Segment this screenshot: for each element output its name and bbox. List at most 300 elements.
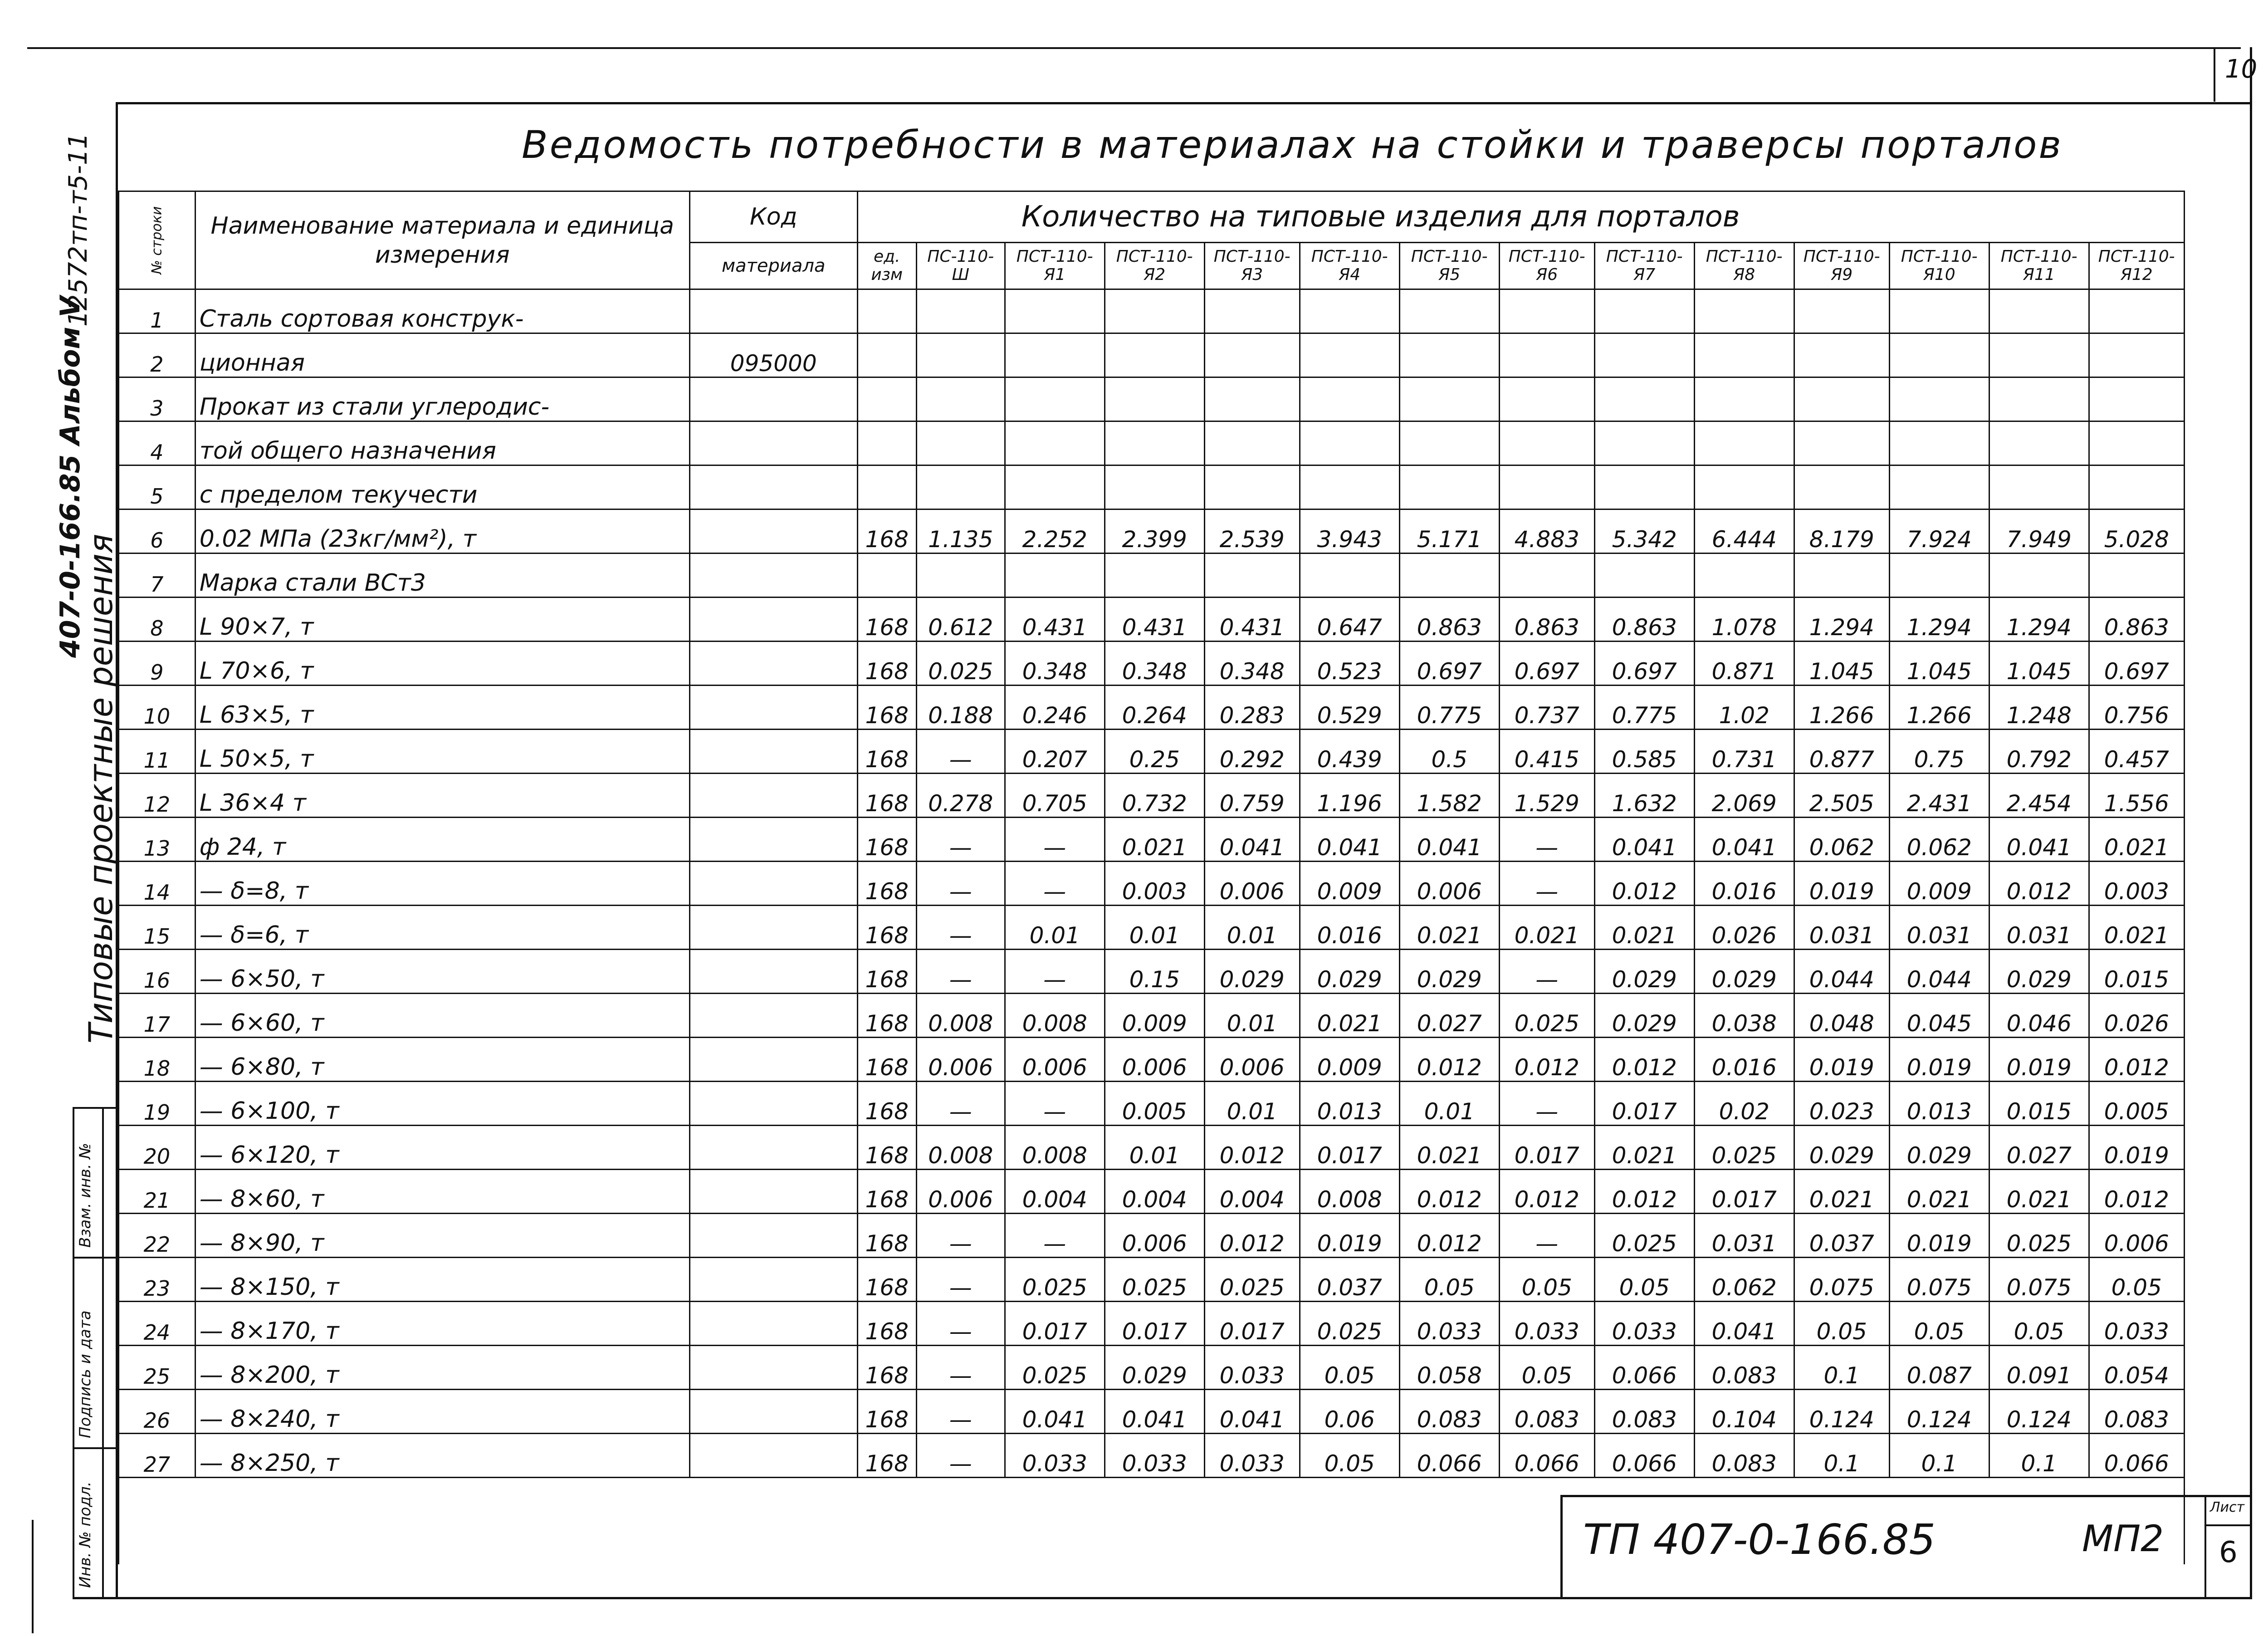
material-name: — 8×90, т	[195, 1214, 689, 1258]
quantity-cell: 0.019	[1889, 1214, 1989, 1258]
materials-table	[118, 191, 2185, 1564]
quantity-cell: 0.012	[1204, 1214, 1300, 1258]
quantity-cell	[1300, 289, 1399, 333]
quantity-cell: 0.004	[1105, 1170, 1204, 1214]
quantity-cell	[1889, 421, 1989, 465]
row-number: 15	[119, 906, 196, 950]
sheet-box-vline	[2204, 1495, 2206, 1599]
table-row	[119, 421, 2185, 465]
row-number: 8	[119, 598, 196, 642]
quantity-cell: —	[916, 1346, 1005, 1390]
quantity-cell: 0.041	[1694, 818, 1794, 862]
quantity-cell	[2089, 553, 2184, 598]
quantity-cell: 0.025	[916, 642, 1005, 686]
stamp-label-signature: Подпись и дата	[76, 1310, 94, 1438]
quantity-cell: 0.006	[2089, 1214, 2184, 1258]
quantity-cell: 0.017	[1005, 1302, 1105, 1346]
quantity-cell: 0.091	[1989, 1346, 2089, 1390]
material-name: — 8×200, т	[195, 1346, 689, 1390]
quantity-cell: 0.066	[1399, 1434, 1499, 1478]
row-number: 24	[119, 1302, 196, 1346]
quantity-cell: 1.294	[1794, 598, 1889, 642]
quantity-cell: —	[916, 1214, 1005, 1258]
quantity-cell: 0.415	[1499, 730, 1594, 774]
quantity-cell: 0.041	[1594, 818, 1694, 862]
outer-left-line	[32, 1520, 34, 1633]
quantity-cell	[1399, 289, 1499, 333]
quantity-cell: 3.943	[1300, 509, 1399, 553]
quantity-cell: 0.031	[1889, 906, 1989, 950]
row-number: 22	[119, 1214, 196, 1258]
quantity-cell: 0.124	[1889, 1390, 1989, 1434]
header-product: ПСТ-110-Я10	[1889, 243, 1989, 289]
row-number: 16	[119, 950, 196, 994]
quantity-cell: —	[1005, 1082, 1105, 1126]
material-code	[689, 906, 857, 950]
unit-code: 168	[857, 642, 916, 686]
quantity-cell: 0.863	[1594, 598, 1694, 642]
quantity-cell: 1.529	[1499, 774, 1594, 818]
quantity-cell: 5.028	[2089, 509, 2184, 553]
quantity-cell: 0.01	[1204, 1082, 1300, 1126]
row-number: 14	[119, 862, 196, 906]
quantity-cell: 0.019	[2089, 1126, 2184, 1170]
quantity-cell: 0.087	[1889, 1346, 1989, 1390]
quantity-cell: 0.083	[1694, 1434, 1794, 1478]
quantity-cell: —	[1499, 862, 1594, 906]
quantity-cell	[1594, 289, 1694, 333]
quantity-cell	[1204, 377, 1300, 421]
table-row	[119, 862, 2185, 906]
quantity-cell: 0.015	[1989, 1082, 2089, 1126]
material-code	[689, 1390, 857, 1434]
quantity-cell	[2089, 421, 2184, 465]
quantity-cell: 0.012	[1499, 1038, 1594, 1082]
header-product: ПС-110-Ш	[916, 243, 1005, 289]
material-name: L 36×4 т	[195, 774, 689, 818]
quantity-cell: 0.009	[1889, 862, 1989, 906]
quantity-cell	[1594, 465, 1694, 509]
quantity-cell: 1.582	[1399, 774, 1499, 818]
material-code	[689, 862, 857, 906]
material-code	[689, 1038, 857, 1082]
material-name: L 50×5, т	[195, 730, 689, 774]
quantity-cell: 0.104	[1694, 1390, 1794, 1434]
quantity-cell: 0.012	[1499, 1170, 1594, 1214]
material-code	[689, 1126, 857, 1170]
material-name: ф 24, т	[195, 818, 689, 862]
material-code	[689, 1170, 857, 1214]
material-name: L 63×5, т	[195, 686, 689, 730]
quantity-cell	[1005, 289, 1105, 333]
material-code	[689, 686, 857, 730]
row-number: 25	[119, 1346, 196, 1390]
quantity-cell: 0.019	[1889, 1038, 1989, 1082]
quantity-cell: 0.431	[1204, 598, 1300, 642]
table-row	[119, 598, 2185, 642]
unit-code: 168	[857, 1258, 916, 1302]
quantity-cell: 0.041	[1989, 818, 2089, 862]
quantity-cell: 0.083	[1694, 1346, 1794, 1390]
quantity-cell: 0.01	[1399, 1082, 1499, 1126]
material-name: — 8×170, т	[195, 1302, 689, 1346]
quantity-cell: 0.041	[1005, 1390, 1105, 1434]
quantity-cell: 0.029	[1694, 950, 1794, 994]
header-product: ПСТ-110-Я8	[1694, 243, 1794, 289]
title-block-hline	[1560, 1495, 2252, 1497]
doc-number: ТП 407-0-166.85	[1583, 1515, 1936, 1564]
quantity-cell: 1.135	[916, 509, 1005, 553]
row-number: 17	[119, 994, 196, 1038]
material-name: с пределом текучести	[195, 465, 689, 509]
unit-code	[857, 377, 916, 421]
quantity-cell: 0.017	[1300, 1126, 1399, 1170]
quantity-cell: 0.075	[1889, 1258, 1989, 1302]
quantity-cell: 0.033	[1499, 1302, 1594, 1346]
quantity-cell: 0.25	[1105, 730, 1204, 774]
quantity-cell: —	[916, 906, 1005, 950]
quantity-cell: 0.033	[1204, 1346, 1300, 1390]
unit-code	[857, 553, 916, 598]
quantity-cell: 0.021	[1399, 906, 1499, 950]
quantity-cell: 0.05	[1594, 1258, 1694, 1302]
material-name: — 8×150, т	[195, 1258, 689, 1302]
unit-code: 168	[857, 906, 916, 950]
quantity-cell: 7.924	[1889, 509, 1989, 553]
quantity-cell: 2.454	[1989, 774, 2089, 818]
quantity-cell: 2.252	[1005, 509, 1105, 553]
quantity-cell: —	[1499, 1082, 1594, 1126]
unit-code	[857, 465, 916, 509]
quantity-cell: 0.05	[1889, 1302, 1989, 1346]
quantity-cell: 0.044	[1889, 950, 1989, 994]
quantity-cell: 0.021	[1399, 1126, 1499, 1170]
quantity-cell: 0.033	[1399, 1302, 1499, 1346]
quantity-cell	[2089, 289, 2184, 333]
quantity-cell	[1105, 333, 1204, 377]
quantity-cell: 0.1	[1794, 1346, 1889, 1390]
material-code	[689, 818, 857, 862]
quantity-cell: 0.003	[1105, 862, 1204, 906]
sheet-box-hline	[2204, 1524, 2252, 1526]
quantity-cell: 0.017	[1499, 1126, 1594, 1170]
quantity-cell: 0.033	[1204, 1434, 1300, 1478]
quantity-cell	[1005, 465, 1105, 509]
frame-bottom-line	[73, 1597, 2252, 1599]
quantity-cell: —	[1499, 950, 1594, 994]
quantity-cell: 0.01	[1005, 906, 1105, 950]
material-name: 0.02 МПа (23кг/мм²), т	[195, 509, 689, 553]
quantity-cell: 0.025	[1594, 1214, 1694, 1258]
quantity-cell: 1.556	[2089, 774, 2184, 818]
frame-top-line	[116, 102, 2252, 104]
material-code	[689, 1346, 857, 1390]
quantity-cell: 0.021	[1499, 906, 1594, 950]
material-name: Прокат из стали углеродис-	[195, 377, 689, 421]
quantity-cell: 0.006	[1399, 862, 1499, 906]
header-product: ПСТ-110-Я5	[1399, 243, 1499, 289]
material-code	[689, 377, 857, 421]
quantity-cell: 0.019	[1989, 1038, 2089, 1082]
unit-code: 168	[857, 1390, 916, 1434]
quantity-cell: 0.006	[1204, 862, 1300, 906]
quantity-cell	[1794, 333, 1889, 377]
quantity-cell: 0.021	[1594, 906, 1694, 950]
unit-code: 168	[857, 509, 916, 553]
quantity-cell: 1.045	[1794, 642, 1889, 686]
quantity-cell	[916, 553, 1005, 598]
quantity-cell: 0.759	[1204, 774, 1300, 818]
quantity-cell: 0.008	[1300, 1170, 1399, 1214]
quantity-cell: 0.05	[1499, 1258, 1594, 1302]
quantity-cell	[1300, 333, 1399, 377]
row-number: 13	[119, 818, 196, 862]
row-number: 19	[119, 1082, 196, 1126]
quantity-cell	[1794, 553, 1889, 598]
quantity-cell: —	[916, 1082, 1005, 1126]
quantity-cell: 0.006	[1204, 1038, 1300, 1082]
quantity-cell: 0.019	[1794, 1038, 1889, 1082]
row-number: 1	[119, 289, 196, 333]
row-number: 4	[119, 421, 196, 465]
material-name: — 6×60, т	[195, 994, 689, 1038]
quantity-cell: 2.399	[1105, 509, 1204, 553]
material-name: — 8×240, т	[195, 1390, 689, 1434]
quantity-cell: 0.124	[1794, 1390, 1889, 1434]
quantity-cell: 0.05	[1499, 1346, 1594, 1390]
table-row	[119, 1434, 2185, 1478]
material-name: — 6×100, т	[195, 1082, 689, 1126]
quantity-cell: 0.012	[2089, 1038, 2184, 1082]
quantity-cell: 1.294	[1989, 598, 2089, 642]
quantity-cell: 0.008	[1005, 1126, 1105, 1170]
quantity-cell	[916, 377, 1005, 421]
quantity-cell: 0.439	[1300, 730, 1399, 774]
quantity-cell: 0.029	[1594, 994, 1694, 1038]
quantity-cell: 4.883	[1499, 509, 1594, 553]
quantity-cell: —	[1005, 950, 1105, 994]
table-row	[119, 1126, 2185, 1170]
quantity-cell: 0.01	[1105, 1126, 1204, 1170]
quantity-cell: 0.021	[1889, 1170, 1989, 1214]
quantity-cell	[1794, 465, 1889, 509]
quantity-cell: 0.863	[1499, 598, 1594, 642]
table-row	[119, 509, 2185, 553]
stamp-hline-3	[73, 1447, 118, 1449]
quantity-cell: 0.871	[1694, 642, 1794, 686]
row-number: 3	[119, 377, 196, 421]
quantity-cell: 0.031	[1794, 906, 1889, 950]
quantity-cell	[1694, 553, 1794, 598]
quantity-cell: 0.075	[1794, 1258, 1889, 1302]
quantity-cell	[1794, 377, 1889, 421]
table-row	[119, 1302, 2185, 1346]
header-code-sub: материала	[689, 243, 857, 289]
material-name: — 6×50, т	[195, 950, 689, 994]
quantity-cell: 0.025	[1300, 1302, 1399, 1346]
quantity-cell: 0.037	[1794, 1214, 1889, 1258]
quantity-cell	[1005, 553, 1105, 598]
quantity-cell: 0.041	[1399, 818, 1499, 862]
quantity-cell: 0.083	[1399, 1390, 1499, 1434]
table-row	[119, 686, 2185, 730]
quantity-cell: 0.006	[1005, 1038, 1105, 1082]
table-row	[119, 906, 2185, 950]
quantity-cell: 0.431	[1005, 598, 1105, 642]
sheet-number: 6	[2219, 1536, 2238, 1569]
unit-code: 168	[857, 686, 916, 730]
quantity-cell: —	[916, 862, 1005, 906]
quantity-cell: 0.041	[1300, 818, 1399, 862]
quantity-cell: 0.023	[1794, 1082, 1889, 1126]
quantity-cell: —	[916, 818, 1005, 862]
quantity-cell: 0.264	[1105, 686, 1204, 730]
quantity-cell: 0.529	[1300, 686, 1399, 730]
quantity-cell: 0.021	[1989, 1170, 2089, 1214]
quantity-cell: —	[916, 1434, 1005, 1478]
quantity-cell: 0.017	[1105, 1302, 1204, 1346]
header-qty-group: Количество на типовые изделия для порталов	[857, 191, 2184, 243]
material-code	[689, 774, 857, 818]
quantity-cell: 0.066	[1499, 1434, 1594, 1478]
row-number: 18	[119, 1038, 196, 1082]
quantity-cell	[1694, 289, 1794, 333]
table-row	[119, 1038, 2185, 1082]
quantity-cell: 0.025	[1694, 1126, 1794, 1170]
header-unit: ед. изм	[857, 243, 916, 289]
table-row	[119, 1390, 2185, 1434]
quantity-cell: 0.246	[1005, 686, 1105, 730]
quantity-cell	[2089, 333, 2184, 377]
quantity-cell: 1.266	[1889, 686, 1989, 730]
quantity-cell	[916, 333, 1005, 377]
quantity-cell: 0.697	[1594, 642, 1694, 686]
quantity-cell: 0.124	[1989, 1390, 2089, 1434]
sheet-label: Лист	[2210, 1499, 2245, 1515]
quantity-cell: 1.078	[1694, 598, 1794, 642]
quantity-cell	[1204, 553, 1300, 598]
quantity-cell: 0.025	[1005, 1346, 1105, 1390]
table-row	[119, 1258, 2185, 1302]
unit-code: 168	[857, 994, 916, 1038]
row-number: 9	[119, 642, 196, 686]
material-code	[689, 1082, 857, 1126]
unit-code: 168	[857, 950, 916, 994]
quantity-cell: 0.012	[1399, 1170, 1499, 1214]
material-code	[689, 509, 857, 553]
quantity-cell	[1300, 465, 1399, 509]
unit-code: 168	[857, 1346, 916, 1390]
quantity-cell: 0.058	[1399, 1346, 1499, 1390]
quantity-cell	[1694, 421, 1794, 465]
quantity-cell: 0.009	[1105, 994, 1204, 1038]
quantity-cell	[1105, 377, 1204, 421]
unit-code: 168	[857, 1082, 916, 1126]
unit-code: 168	[857, 1126, 916, 1170]
material-code	[689, 642, 857, 686]
quantity-cell: 0.025	[1005, 1258, 1105, 1302]
quantity-cell	[1499, 553, 1594, 598]
quantity-cell: 0.025	[1499, 994, 1594, 1038]
stamp-label-replace: Взам. инв. №	[76, 1143, 94, 1248]
quantity-cell: 0.041	[1694, 1302, 1794, 1346]
quantity-cell: 0.697	[1399, 642, 1499, 686]
quantity-cell: —	[1499, 1214, 1594, 1258]
quantity-cell: 7.949	[1989, 509, 2089, 553]
quantity-cell: 0.029	[1989, 950, 2089, 994]
material-code	[689, 1258, 857, 1302]
quantity-cell: 0.863	[2089, 598, 2184, 642]
quantity-cell: 0.1	[1889, 1434, 1989, 1478]
quantity-cell	[1889, 377, 1989, 421]
table-row	[119, 642, 2185, 686]
quantity-cell	[1499, 333, 1594, 377]
quantity-cell: 0.013	[1300, 1082, 1399, 1126]
quantity-cell: —	[1005, 1214, 1105, 1258]
quantity-cell: 0.585	[1594, 730, 1694, 774]
quantity-cell: —	[916, 950, 1005, 994]
quantity-cell: 1.045	[1889, 642, 1989, 686]
quantity-cell	[1989, 553, 2089, 598]
quantity-cell	[1005, 421, 1105, 465]
material-name: той общего назначения	[195, 421, 689, 465]
title-block-vline	[1560, 1495, 1563, 1599]
unit-code: 168	[857, 1434, 916, 1478]
stamp-hline-2	[73, 1257, 118, 1259]
part-code: МП2	[2082, 1518, 2164, 1560]
quantity-cell: 0.05	[1399, 1258, 1499, 1302]
quantity-cell: 1.045	[1989, 642, 2089, 686]
quantity-cell: 0.457	[2089, 730, 2184, 774]
quantity-cell	[1005, 377, 1105, 421]
quantity-cell	[1499, 465, 1594, 509]
quantity-cell	[1889, 465, 1989, 509]
quantity-cell: 0.1	[1794, 1434, 1889, 1478]
header-product: ПСТ-110-Я3	[1204, 243, 1300, 289]
unit-code	[857, 333, 916, 377]
table-row	[119, 553, 2185, 598]
material-code	[689, 994, 857, 1038]
quantity-cell: 0.756	[2089, 686, 2184, 730]
row-number: 5	[119, 465, 196, 509]
quantity-cell: 0.027	[1399, 994, 1499, 1038]
quantity-cell	[1204, 421, 1300, 465]
quantity-cell: 0.029	[1300, 950, 1399, 994]
table-row	[119, 950, 2185, 994]
material-name: ционная	[195, 333, 689, 377]
quantity-cell: 0.775	[1594, 686, 1694, 730]
quantity-cell: 0.044	[1794, 950, 1889, 994]
quantity-cell: 0.012	[1399, 1038, 1499, 1082]
row-number: 27	[119, 1434, 196, 1478]
header-product: ПСТ-110-Я12	[2089, 243, 2184, 289]
quantity-cell: 0.523	[1300, 642, 1399, 686]
unit-code: 168	[857, 1038, 916, 1082]
quantity-cell: 0.029	[1399, 950, 1499, 994]
quantity-cell: 0.005	[2089, 1082, 2184, 1126]
quantity-cell: 0.066	[1594, 1346, 1694, 1390]
quantity-cell: 0.025	[1105, 1258, 1204, 1302]
quantity-cell: 0.017	[1594, 1082, 1694, 1126]
quantity-cell: 0.033	[1594, 1302, 1694, 1346]
quantity-cell: 0.029	[1204, 950, 1300, 994]
quantity-cell	[2089, 465, 2184, 509]
quantity-cell: 0.033	[1105, 1434, 1204, 1478]
material-code	[689, 553, 857, 598]
unit-code: 168	[857, 862, 916, 906]
quantity-cell: 0.016	[1694, 1038, 1794, 1082]
header-product: ПСТ-110-Я9	[1794, 243, 1889, 289]
